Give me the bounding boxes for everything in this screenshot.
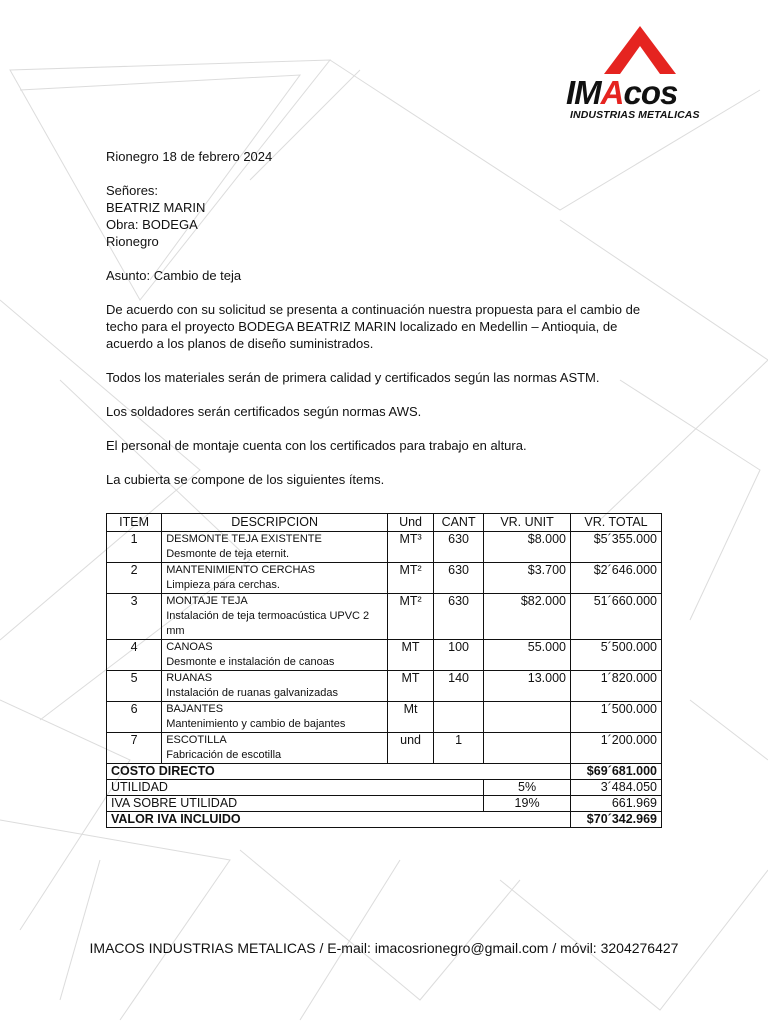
header-item: ITEM <box>107 514 162 532</box>
item-unit: Mt <box>388 702 434 733</box>
item-unit-price: 13.000 <box>484 671 571 702</box>
item-description <box>162 702 388 733</box>
recipient-name: BEATRIZ MARIN <box>106 200 206 215</box>
table-row <box>107 733 662 764</box>
footer-contact: IMACOS INDUSTRIAS METALICAS / E-mail: imacosrionegro@gmail.com / móvil: 3204276427 <box>89 940 679 956</box>
item-description <box>162 532 388 563</box>
item-quantity: 140 <box>434 671 484 702</box>
item-detail: Desmonte de teja eternit. <box>166 548 290 560</box>
item-detail: Instalación de teja termoacústica UPVC 2 mm <box>166 610 370 637</box>
item-title: ESCOTILLA <box>166 734 227 746</box>
item-unit: MT <box>388 671 434 702</box>
item-detail: Limpieza para cerchas. <box>166 579 280 591</box>
item-title: MANTENIMIENTO CERCHAS <box>166 564 316 576</box>
profit-label: UTILIDAD <box>107 780 484 796</box>
item-unit-price <box>484 733 571 764</box>
letter-body <box>106 148 666 488</box>
header-description: DESCRIPCION <box>162 514 388 532</box>
recipient-city: Rionegro <box>106 234 159 249</box>
item-number: 4 <box>107 640 162 671</box>
direct-cost-row <box>107 764 662 780</box>
item-number: 2 <box>107 563 162 594</box>
direct-cost-value: $69´681.000 <box>571 764 662 780</box>
item-quantity: 1 <box>434 733 484 764</box>
logo-subtitle: INDUSTRIAS METALICAS <box>570 109 700 121</box>
company-logo <box>560 24 730 128</box>
materials-paragraph: Todos los materiales serán de primera calidad y certificados según las normas ASTM. <box>106 370 600 385</box>
item-unit: MT² <box>388 594 434 640</box>
table-row <box>107 671 662 702</box>
item-number: 6 <box>107 702 162 733</box>
item-unit: MT <box>388 640 434 671</box>
welders-paragraph: Los soldadores serán certificados según normas AWS. <box>106 404 422 419</box>
item-unit-price: $82.000 <box>484 594 571 640</box>
item-number: 1 <box>107 532 162 563</box>
table-row <box>107 563 662 594</box>
salutation: Señores: <box>106 183 159 198</box>
table-row <box>107 640 662 671</box>
profit-row <box>107 780 662 796</box>
item-unit-price <box>484 702 571 733</box>
vat-percent: 19% <box>484 796 571 812</box>
item-total: 1´200.000 <box>571 733 662 764</box>
item-description <box>162 671 388 702</box>
item-description <box>162 733 388 764</box>
vat-label: IVA SOBRE UTILIDAD <box>107 796 484 812</box>
item-unit-price: 55.000 <box>484 640 571 671</box>
item-detail: Mantenimiento y cambio de bajantes <box>166 718 346 730</box>
header-total-price: VR. TOTAL <box>571 514 662 532</box>
direct-cost-label: COSTO DIRECTO <box>107 764 571 780</box>
item-quantity: 630 <box>434 594 484 640</box>
item-title: RUANAS <box>166 672 213 684</box>
item-number: 3 <box>107 594 162 640</box>
table-row <box>107 702 662 733</box>
table-row <box>107 594 662 640</box>
item-unit: und <box>388 733 434 764</box>
item-description <box>162 594 388 640</box>
grand-total-value: $70´342.969 <box>571 812 662 828</box>
work-name: Obra: BODEGA <box>106 217 198 232</box>
item-number: 7 <box>107 733 162 764</box>
profit-value: 3´484.050 <box>571 780 662 796</box>
intro-paragraph: De acuerdo con su solicitud se presenta a continuación nuestra propuesta para el cambio de techo para el proyecto BODEGA BEATRIZ MARIN localizado en Medellin – Antioquia, de acuerdo a los planos de diseño suministrados. <box>106 302 641 351</box>
item-title: MONTAJE TEJA <box>166 595 248 607</box>
item-quantity: 100 <box>434 640 484 671</box>
logo-wordmark: IMAcos <box>566 74 678 111</box>
roof-triangle-icon <box>604 24 676 74</box>
grand-total-label: VALOR IVA INCLUIDO <box>107 812 571 828</box>
item-detail: Instalación de ruanas galvanizadas <box>166 687 339 699</box>
item-total: 51´660.000 <box>571 594 662 640</box>
item-detail: Fabricación de escotilla <box>166 749 282 761</box>
item-unit-price: $8.000 <box>484 532 571 563</box>
item-title: CANOAS <box>166 641 213 653</box>
item-description <box>162 563 388 594</box>
item-unit: MT² <box>388 563 434 594</box>
item-unit: MT³ <box>388 532 434 563</box>
item-total: $5´355.000 <box>571 532 662 563</box>
table-header-row <box>107 514 662 532</box>
item-total: $2´646.000 <box>571 563 662 594</box>
item-description <box>162 640 388 671</box>
header-unit: Und <box>388 514 434 532</box>
header-quantity: CANT <box>434 514 484 532</box>
header-unit-price: VR. UNIT <box>484 514 571 532</box>
item-quantity <box>434 702 484 733</box>
vat-row <box>107 796 662 812</box>
item-total: 5´500.000 <box>571 640 662 671</box>
vat-value: 661.969 <box>571 796 662 812</box>
item-quantity: 630 <box>434 563 484 594</box>
subject-line: Asunto: Cambio de teja <box>106 268 242 283</box>
item-title: BAJANTES <box>166 703 224 715</box>
item-detail: Desmonte e instalación de canoas <box>166 656 335 668</box>
grand-total-row <box>107 812 662 828</box>
item-total: 1´820.000 <box>571 671 662 702</box>
item-number: 5 <box>107 671 162 702</box>
profit-percent: 5% <box>484 780 571 796</box>
item-title: DESMONTE TEJA EXISTENTE <box>166 533 322 545</box>
date-line: Rionegro 18 de febrero 2024 <box>106 149 273 164</box>
items-intro-paragraph: La cubierta se compone de los siguientes ítems. <box>106 472 385 487</box>
quote-table <box>106 513 662 828</box>
item-quantity: 630 <box>434 532 484 563</box>
table-row <box>107 532 662 563</box>
item-total: 1´500.000 <box>571 702 662 733</box>
staff-paragraph: El personal de montaje cuenta con los certificados para trabajo en altura. <box>106 438 527 453</box>
item-unit-price: $3.700 <box>484 563 571 594</box>
